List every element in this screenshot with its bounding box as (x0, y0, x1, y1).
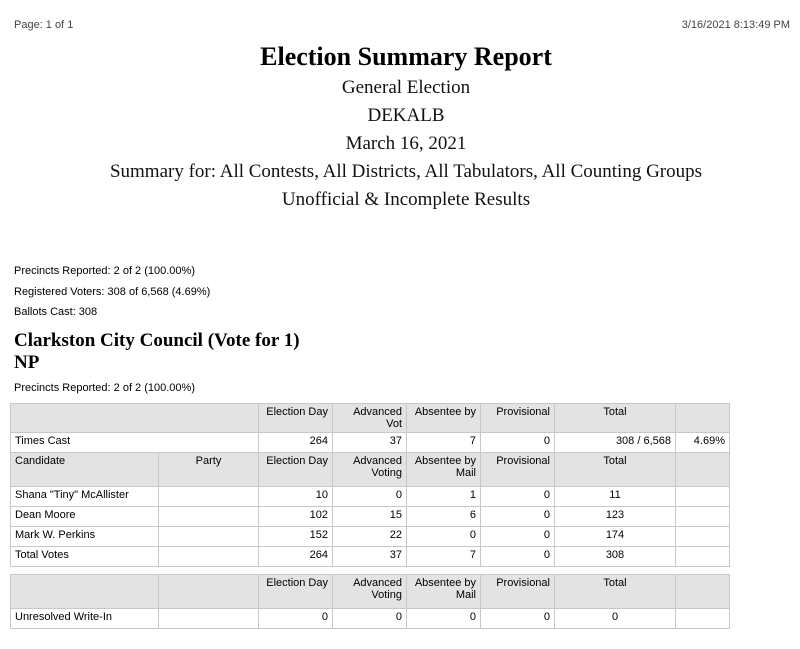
total-votes-label: Total Votes (11, 547, 159, 567)
times-cast-table (10, 403, 730, 453)
total-party (159, 547, 259, 567)
table-row (11, 527, 730, 547)
candidate-party (159, 527, 259, 547)
cell-advanced-voting: 0 (333, 487, 407, 507)
cell-total: 123 (555, 507, 676, 527)
cell-total: 11 (555, 487, 676, 507)
results-status: Unofficial & Incomplete Results (281, 189, 531, 210)
header-provisional: Provisional (481, 404, 555, 433)
candidate-party (159, 507, 259, 527)
contest-heading (14, 330, 300, 374)
writein-label: Unresolved Write-In (11, 609, 159, 629)
candidate-table (10, 452, 730, 567)
precincts-reported: Precincts Reported: 2 of 2 (100.00%) (14, 265, 195, 277)
header-absentee: Absentee by (407, 404, 481, 433)
contest-title: Clarkston City Council (Vote for 1) (14, 330, 300, 351)
cell-absentee: 0 (407, 527, 481, 547)
header-spacer (11, 404, 259, 433)
header-candidate: Candidate (11, 453, 159, 487)
header-provisional: Provisional (481, 575, 555, 609)
cell-percent: 4.69% (676, 433, 730, 453)
cell-extra (676, 507, 730, 527)
cell-extra (676, 609, 730, 629)
cell-provisional: 0 (481, 609, 555, 629)
header-advanced-voting: Advanced Voting (333, 453, 407, 487)
cell-provisional: 0 (481, 507, 555, 527)
cell-advanced-voting: 22 (333, 527, 407, 547)
cell-total: 308 / 6,568 (555, 433, 676, 453)
cell-advanced-voting: 37 (333, 433, 407, 453)
cell-absentee: 7 (407, 433, 481, 453)
header-election-day: Election Day (259, 575, 333, 609)
table-row (11, 433, 730, 453)
cell-extra (676, 547, 730, 567)
candidate-name: Mark W. Perkins (11, 527, 159, 547)
cell-total: 308 (555, 547, 676, 567)
cell-provisional: 0 (481, 487, 555, 507)
header-extra (676, 575, 730, 609)
election-name: General Election (341, 77, 471, 98)
cell-total: 0 (555, 609, 676, 629)
header-absentee: Absentee by Mail (407, 575, 481, 609)
contest-party: NP (14, 352, 40, 373)
header-spacer (11, 575, 159, 609)
candidate-name: Dean Moore (11, 507, 159, 527)
table-row (11, 507, 730, 527)
header-advanced-voting: Advanced Voting (333, 575, 407, 609)
cell-election-day: 264 (259, 433, 333, 453)
cell-election-day: 102 (259, 507, 333, 527)
county-name: DEKALB (367, 105, 445, 126)
cell-extra (676, 487, 730, 507)
cell-extra (676, 527, 730, 547)
cell-absentee: 6 (407, 507, 481, 527)
report-title: Election Summary Report (260, 42, 552, 71)
header-extra (676, 453, 730, 487)
contest-precincts-reported: Precincts Reported: 2 of 2 (100.00%) (14, 382, 195, 394)
cell-advanced-voting: 37 (333, 547, 407, 567)
cell-absentee: 0 (407, 609, 481, 629)
header-total: Total (555, 575, 676, 609)
header-advanced-voting: Advanced Vot (333, 404, 407, 433)
header-party: Party (159, 453, 259, 487)
report-timestamp: 3/16/2021 8:13:49 PM (681, 19, 790, 31)
header-total: Total (555, 404, 676, 433)
header-percent (676, 404, 730, 433)
header-election-day: Election Day (259, 453, 333, 487)
writein-party (159, 609, 259, 629)
cell-provisional: 0 (481, 433, 555, 453)
summary-scope: Summary for: All Contests, All Districts, All Tabulators, All Counting Groups (109, 161, 703, 182)
cell-election-day: 10 (259, 487, 333, 507)
cell-advanced-voting: 15 (333, 507, 407, 527)
cell-total: 174 (555, 527, 676, 547)
cell-provisional: 0 (481, 527, 555, 547)
cell-advanced-voting: 0 (333, 609, 407, 629)
total-votes-row (11, 547, 730, 567)
cell-election-day: 152 (259, 527, 333, 547)
report-header (0, 40, 800, 214)
cell-election-day: 264 (259, 547, 333, 567)
header-total: Total (555, 453, 676, 487)
candidate-name: Shana "Tiny" McAllister (11, 487, 159, 507)
row-label: Times Cast (11, 433, 259, 453)
header-election-day: Election Day (259, 404, 333, 433)
registered-voters: Registered Voters: 308 of 6,568 (4.69%) (14, 286, 211, 298)
cell-provisional: 0 (481, 547, 555, 567)
writein-table (10, 574, 730, 629)
candidate-party (159, 487, 259, 507)
page-indicator: Page: 1 of 1 (14, 19, 74, 31)
cell-absentee: 7 (407, 547, 481, 567)
table-row (11, 487, 730, 507)
table-row (11, 609, 730, 629)
header-spacer (159, 575, 259, 609)
header-provisional: Provisional (481, 453, 555, 487)
cell-absentee: 1 (407, 487, 481, 507)
election-date: March 16, 2021 (345, 133, 467, 154)
ballots-cast: Ballots Cast: 308 (14, 306, 98, 318)
cell-election-day: 0 (259, 609, 333, 629)
header-absentee: Absentee by Mail (407, 453, 481, 487)
